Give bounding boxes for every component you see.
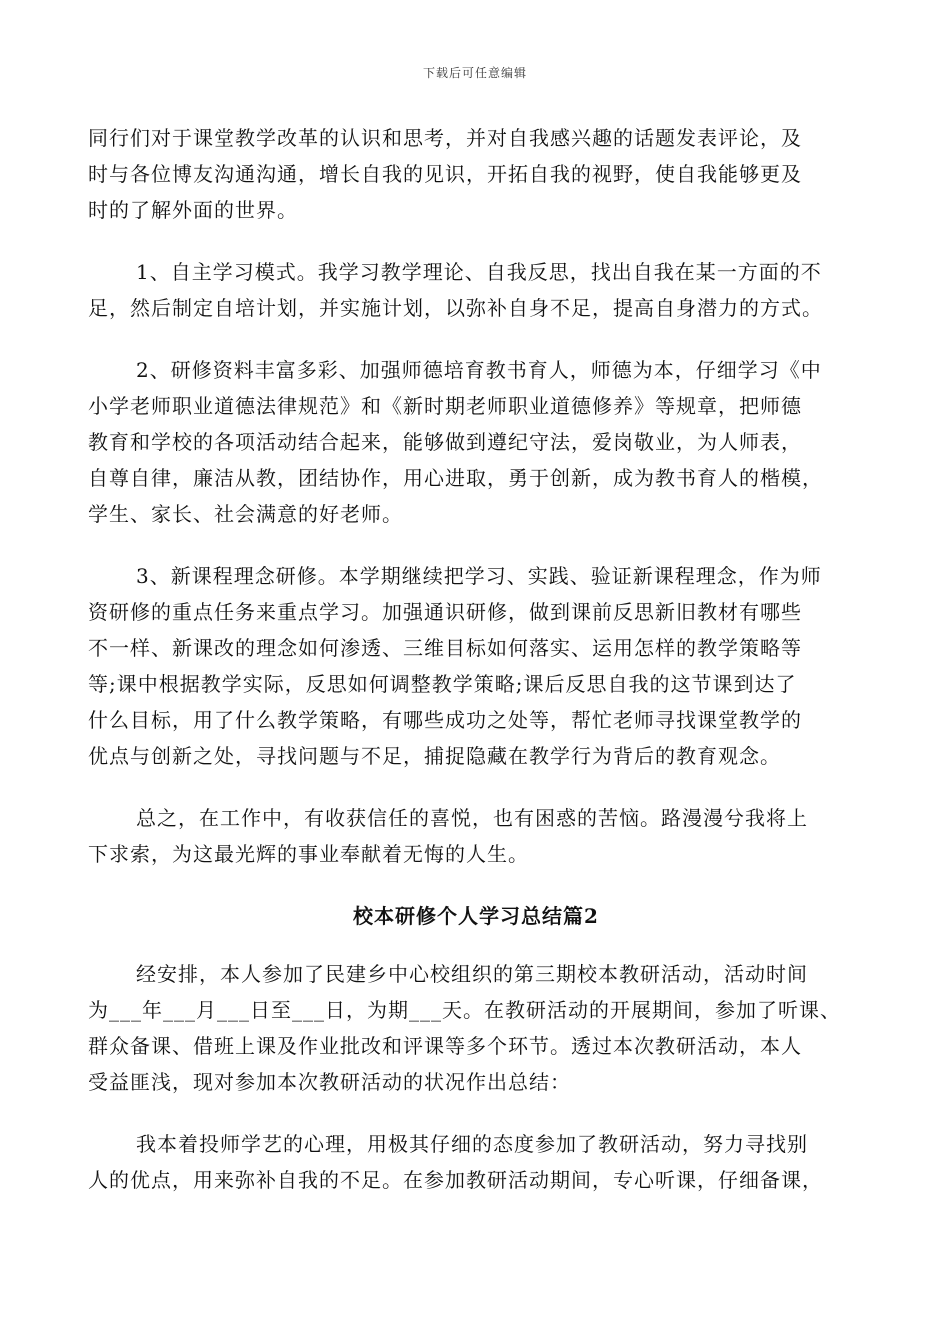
section-title: 校本研修个人学习总结篇2: [353, 904, 599, 928]
paragraph-continuation: [88, 120, 864, 228]
paragraph-curriculum: [88, 558, 864, 774]
text-line: 经安排，本人参加了民建乡中心校组织的第三期校本教研活动，活动时间: [136, 962, 808, 986]
paragraph-self-study: [88, 254, 864, 326]
header-note: 下载后可任意编辑: [422, 66, 527, 80]
paragraph-attitude: [88, 1126, 864, 1198]
text-line: 自尊自律，廉洁从教，团结协作，用心进取，勇于创新，成为教书育人的楷模，: [88, 466, 823, 490]
text-line: 资研修的重点任务来重点学习。加强通识研修，做到课前反思新旧教材有哪些: [88, 600, 802, 624]
text-line: 总之，在工作中，有收获信任的喜悦，也有困惑的苦恼。路漫漫兮我将上: [136, 806, 808, 830]
text-line: 等;课中根据教学实际，反思如何调整教学策略;课后反思自我的这节课到达了: [88, 672, 797, 696]
text-line: 3、新课程理念研修。本学期继续把学习、实践、验证新课程理念，作为师: [136, 564, 822, 588]
text-line: 下求索，为这最光辉的事业奉献着无悔的人生。: [88, 842, 529, 866]
paragraph-conclusion: [88, 800, 864, 872]
text-line: 足，然后制定自培计划，并实施计划，以弥补自身不足，提高自身潜力的方式。: [88, 296, 823, 320]
text-line: 群众备课、借班上课及作业批改和评课等多个环节。透过本次教研活动，本人: [88, 1034, 802, 1058]
paragraph-arrangement: [88, 956, 864, 1100]
text-line: 小学老师职业道德法律规范》和《新时期老师职业道德修养》等规章，把师德: [88, 394, 802, 418]
document-body: [88, 120, 864, 1224]
text-line: 教育和学校的各项活动结合起来，能够做到遵纪守法，爱岗敬业，为人师表，: [88, 430, 802, 454]
text-line: 学生、家长、社会满意的好老师。: [88, 502, 403, 526]
text-line: 1、自主学习模式。我学习教学理论、自我反思，找出自我在某一方面的不: [136, 260, 822, 284]
text-line: 时的了解外面的世界。: [88, 198, 298, 222]
text-line: 什么目标，用了什么教学策略，有哪些成功之处等，帮忙老师寻找课堂教学的: [88, 708, 802, 732]
text-line: 我本着投师学艺的心理，用极其仔细的态度参加了教研活动，努力寻找别: [136, 1132, 808, 1156]
text-line: 人的优点，用来弥补自我的不足。在参加教研活动期间，专心听课，仔细备课，: [88, 1168, 823, 1192]
paragraph-ethics: [88, 352, 864, 532]
text-line: 时与各位博友沟通沟通，增长自我的见识，开拓自我的视野，使自我能够更及: [88, 162, 802, 186]
text-line: 受益匪浅，现对参加本次教研活动的状况作出总结：: [88, 1070, 571, 1094]
text-line: 为___年___月___日至___日，为期___天。在教研活动的开展期间，参加了听课、: [88, 998, 841, 1022]
text-line: 2、研修资料丰富多彩、加强师德培育教书育人，师德为本，仔细学习《中: [136, 358, 822, 382]
text-line: 同行们对于课堂教学改革的认识和思考，并对自我感兴趣的话题发表评论，及: [88, 126, 802, 150]
text-line: 优点与创新之处，寻找问题与不足，捕捉隐藏在教学行为背后的教育观念。: [88, 744, 781, 768]
text-line: 不一样、新课改的理念如何渗透、三维目标如何落实、运用怎样的教学策略等: [88, 636, 802, 660]
